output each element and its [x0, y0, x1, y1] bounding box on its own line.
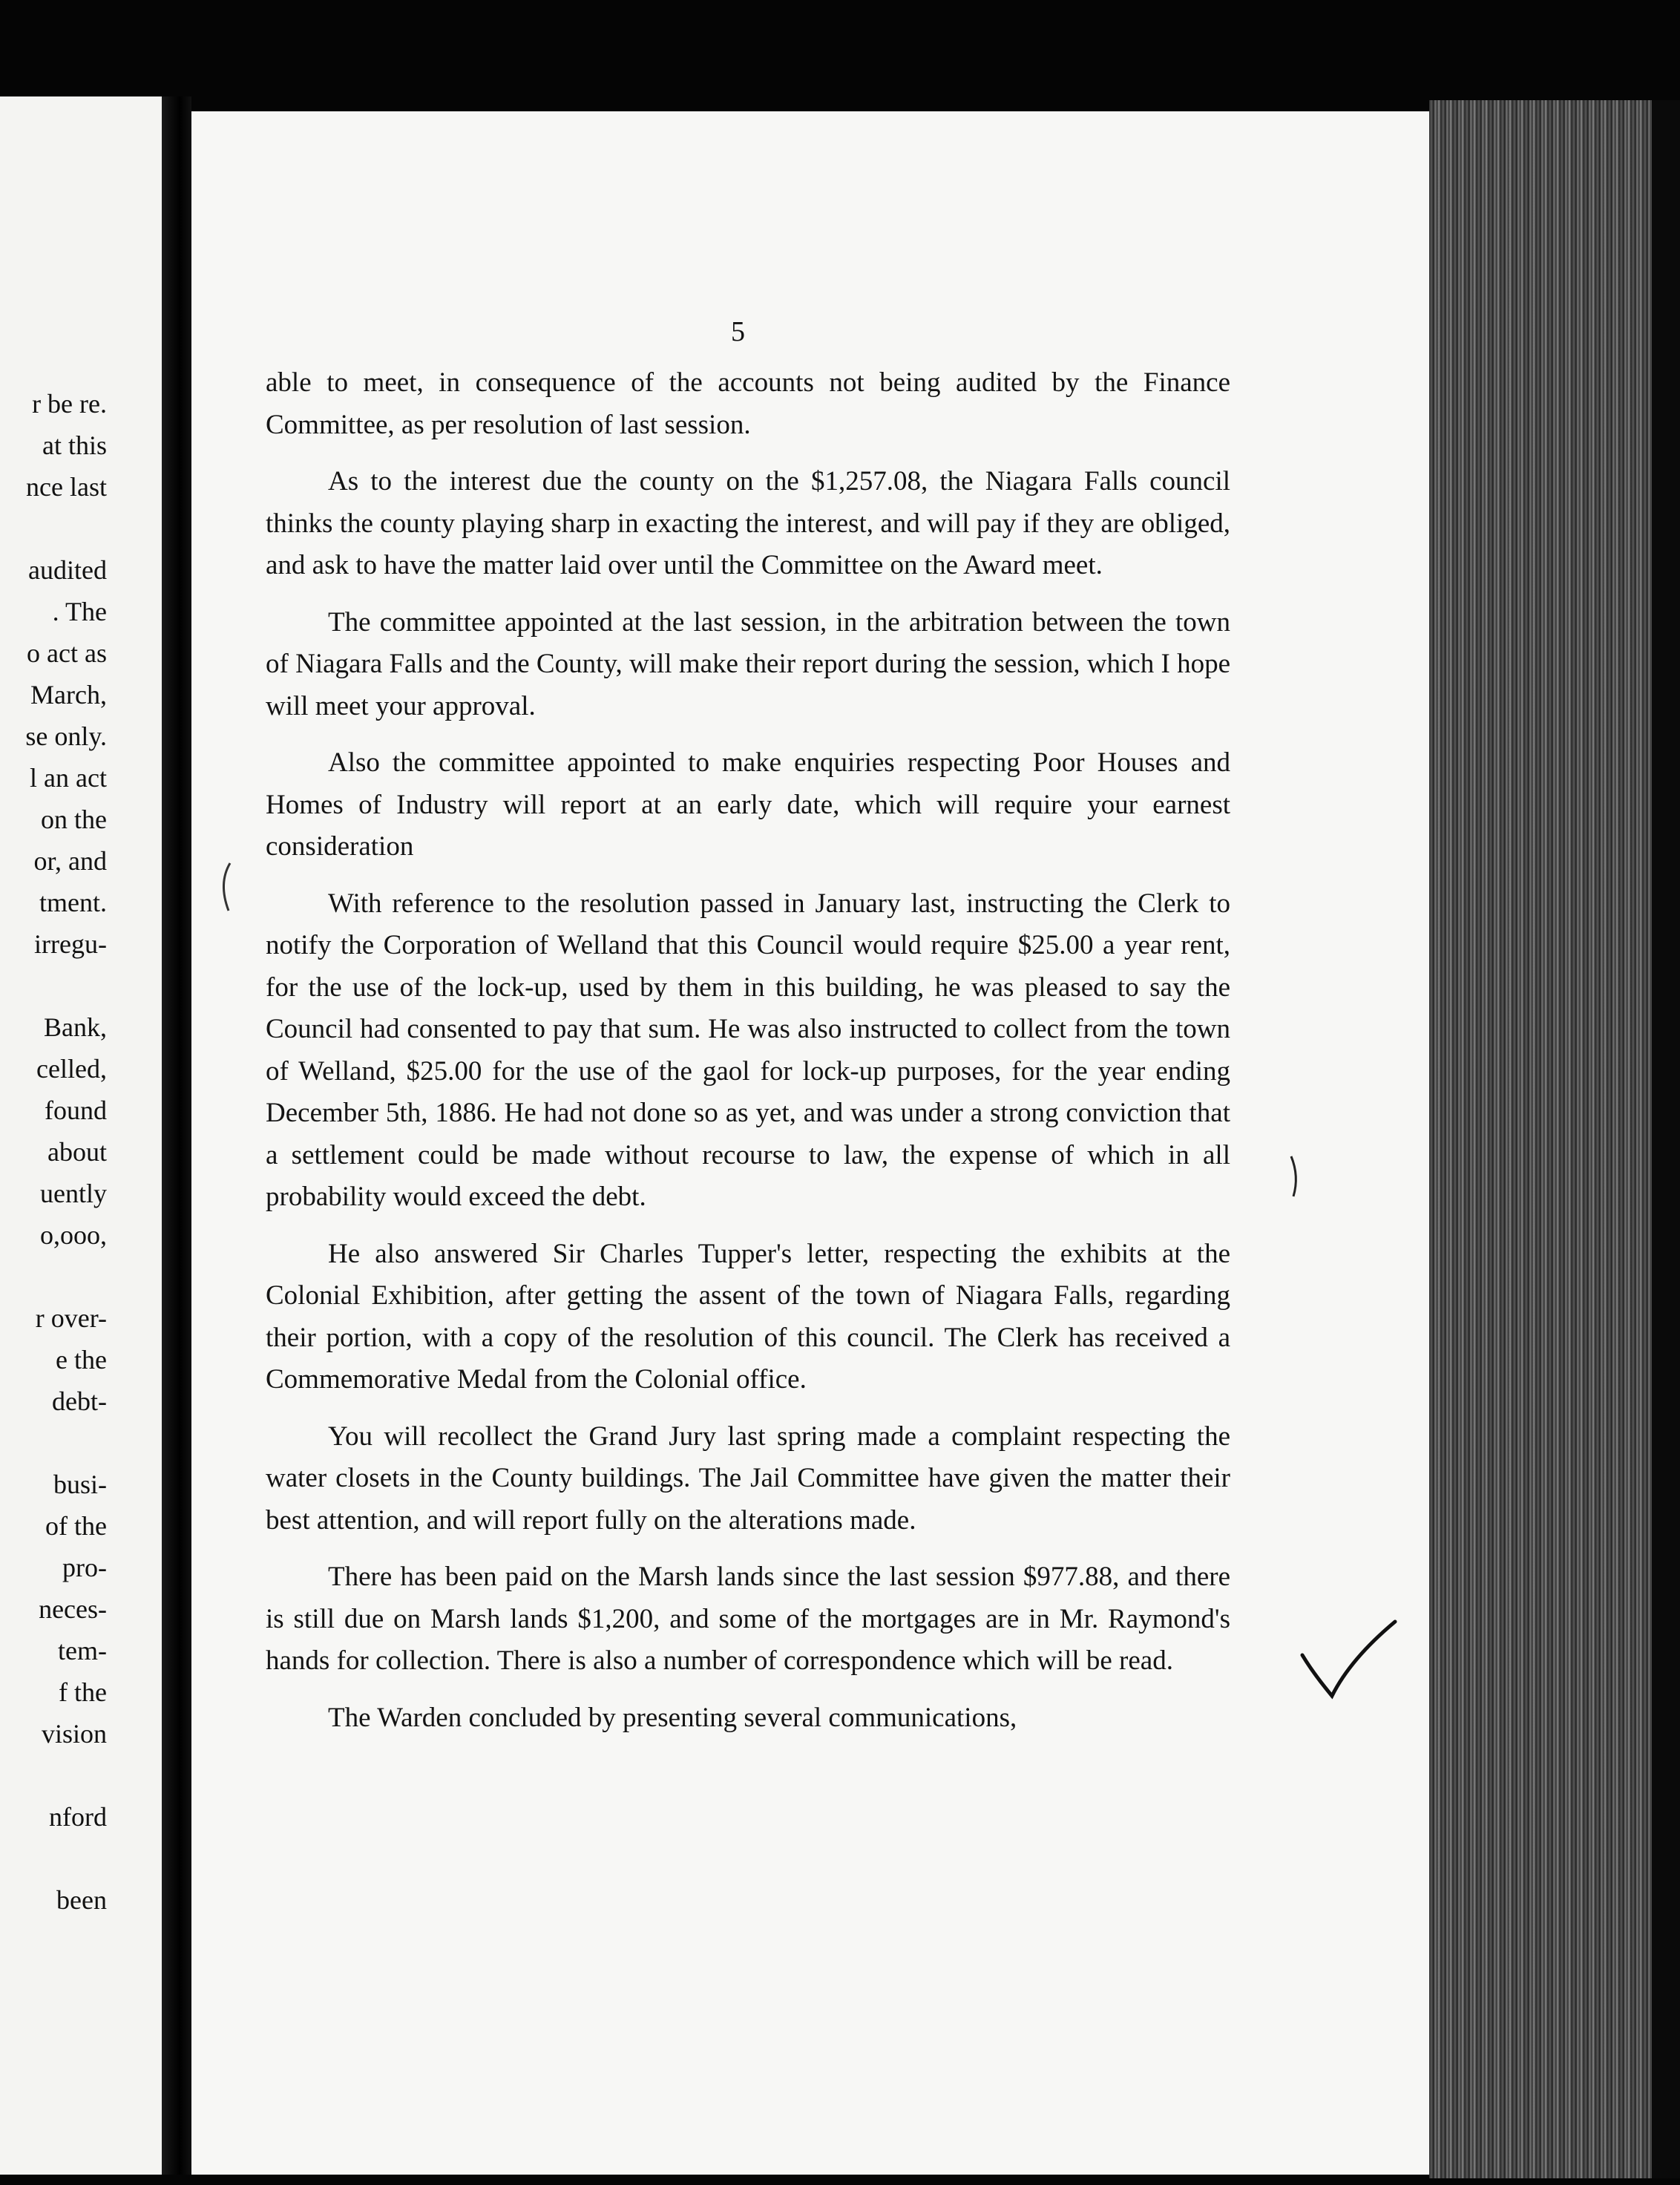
paragraph: You will recollect the Grand Jury last spring made a complaint respecting the water closets in the County buildings. The Jail Committee have given the matter their best attention, and will report fully on the alterations made.	[266, 1421, 1230, 1536]
left-page-fragment: l an act	[30, 763, 107, 793]
paragraph: The committee appointed at the last session, in the arbitration between the town of Niagara Falls and the County, will make their report during the session, which I hope will meet your approval.	[266, 606, 1230, 721]
page-number: 5	[731, 316, 745, 347]
left-page-fragment: neces-	[39, 1594, 107, 1624]
book-gutter	[162, 96, 191, 2175]
left-page-fragment: at this	[42, 430, 107, 460]
left-page-fragment: se only.	[25, 721, 107, 751]
left-page-fragment: Bank,	[44, 1012, 107, 1042]
left-facing-page	[0, 96, 162, 2175]
left-page-fragment: on the	[41, 805, 107, 834]
pencil-mark-icon	[217, 861, 234, 913]
left-page-fragment: been	[56, 1885, 107, 1915]
left-page-fragment: or, and	[33, 846, 107, 876]
left-page-fragment: debt-	[52, 1386, 107, 1416]
paragraph: There has been paid on the Marsh lands since the last session $977.88, and there is still due on Marsh lands $1,200, and some of the mortgages are in Mr. Raymond's hands for collection. There is also a number of correspondence which will be read.	[266, 1562, 1230, 1676]
left-page-fragment: found	[45, 1095, 107, 1125]
left-page-fragment: audited	[28, 555, 107, 585]
left-page-fragment: irregu-	[34, 929, 107, 959]
left-page-fragment: celled,	[36, 1054, 107, 1084]
left-page-fragment: r be re.	[32, 389, 107, 419]
left-page-fragment: March,	[30, 680, 107, 710]
pencil-mark-icon	[1287, 1154, 1302, 1199]
left-page-fragment: e the	[56, 1345, 107, 1375]
left-page-fragment: tem-	[58, 1636, 107, 1665]
left-page-fragment: . The	[52, 597, 107, 626]
left-page-fragment: tment.	[39, 888, 107, 917]
paragraph: With reference to the resolution passed in January last, instructing the Clerk to notify the Corporation of Welland that this Council would require $25.00 a year rent, for the use of the lock-up, used by them in this building, he was pleased to say the Council had consented to pay that sum. He was also instructed to collect from the town of Welland, $25.00 for the use of the gaol for lock-up purposes, for the year ending December 5th, 1886. He had not done so as yet, and was under a strong conviction that a settlement could be made without recourse to law, the expense of which in all probability would exceed the debt.	[266, 888, 1230, 1212]
left-page-fragment: r over-	[35, 1303, 107, 1333]
paragraph: Also the committee appointed to make enquiries respecting Poor Houses and Homes of Industry will report at an early date, which will require your earnest consideration	[266, 747, 1230, 862]
left-page-fragment: o act as	[27, 638, 107, 668]
left-page-fragment: f the	[59, 1677, 107, 1707]
checkmark-icon	[1299, 1614, 1410, 1711]
left-page-fragment: o,ooo,	[40, 1220, 107, 1250]
paragraph: able to meet, in consequence of the accounts not being audited by the Finance Committee, as per resolution of last session.	[266, 367, 1230, 440]
document-body	[266, 362, 1230, 1754]
paragraph: The Warden concluded by presenting several communications,	[328, 1702, 1017, 1733]
left-page-fragment: about	[47, 1137, 107, 1167]
left-page-fragment: vision	[41, 1719, 107, 1749]
scan-edge-right	[1652, 100, 1680, 2178]
paragraph: He also answered Sir Charles Tupper's letter, respecting the exhibits at the Colonial Exhibition, after getting the assent of the town of Niagara Falls, regarding their portion, with a copy of the resolution of this council. The Clerk has received a Commemorative Medal from the Colonial office.	[266, 1238, 1230, 1395]
left-page-fragment: nford	[49, 1802, 107, 1832]
page-edges	[1429, 100, 1652, 2178]
left-page-fragment: pro-	[62, 1553, 107, 1582]
paragraph: As to the interest due the county on the $1,257.08, the Niagara Falls council thinks the county playing sharp in exacting the interest, and will pay if they are obliged, and ask to have the matter laid over until the Committee on the Award meet.	[266, 466, 1230, 580]
left-page-fragment: uently	[40, 1179, 107, 1208]
left-page-fragment: busi-	[53, 1470, 107, 1499]
left-page-fragment: nce last	[26, 472, 107, 502]
left-page-fragment: of the	[45, 1511, 107, 1541]
